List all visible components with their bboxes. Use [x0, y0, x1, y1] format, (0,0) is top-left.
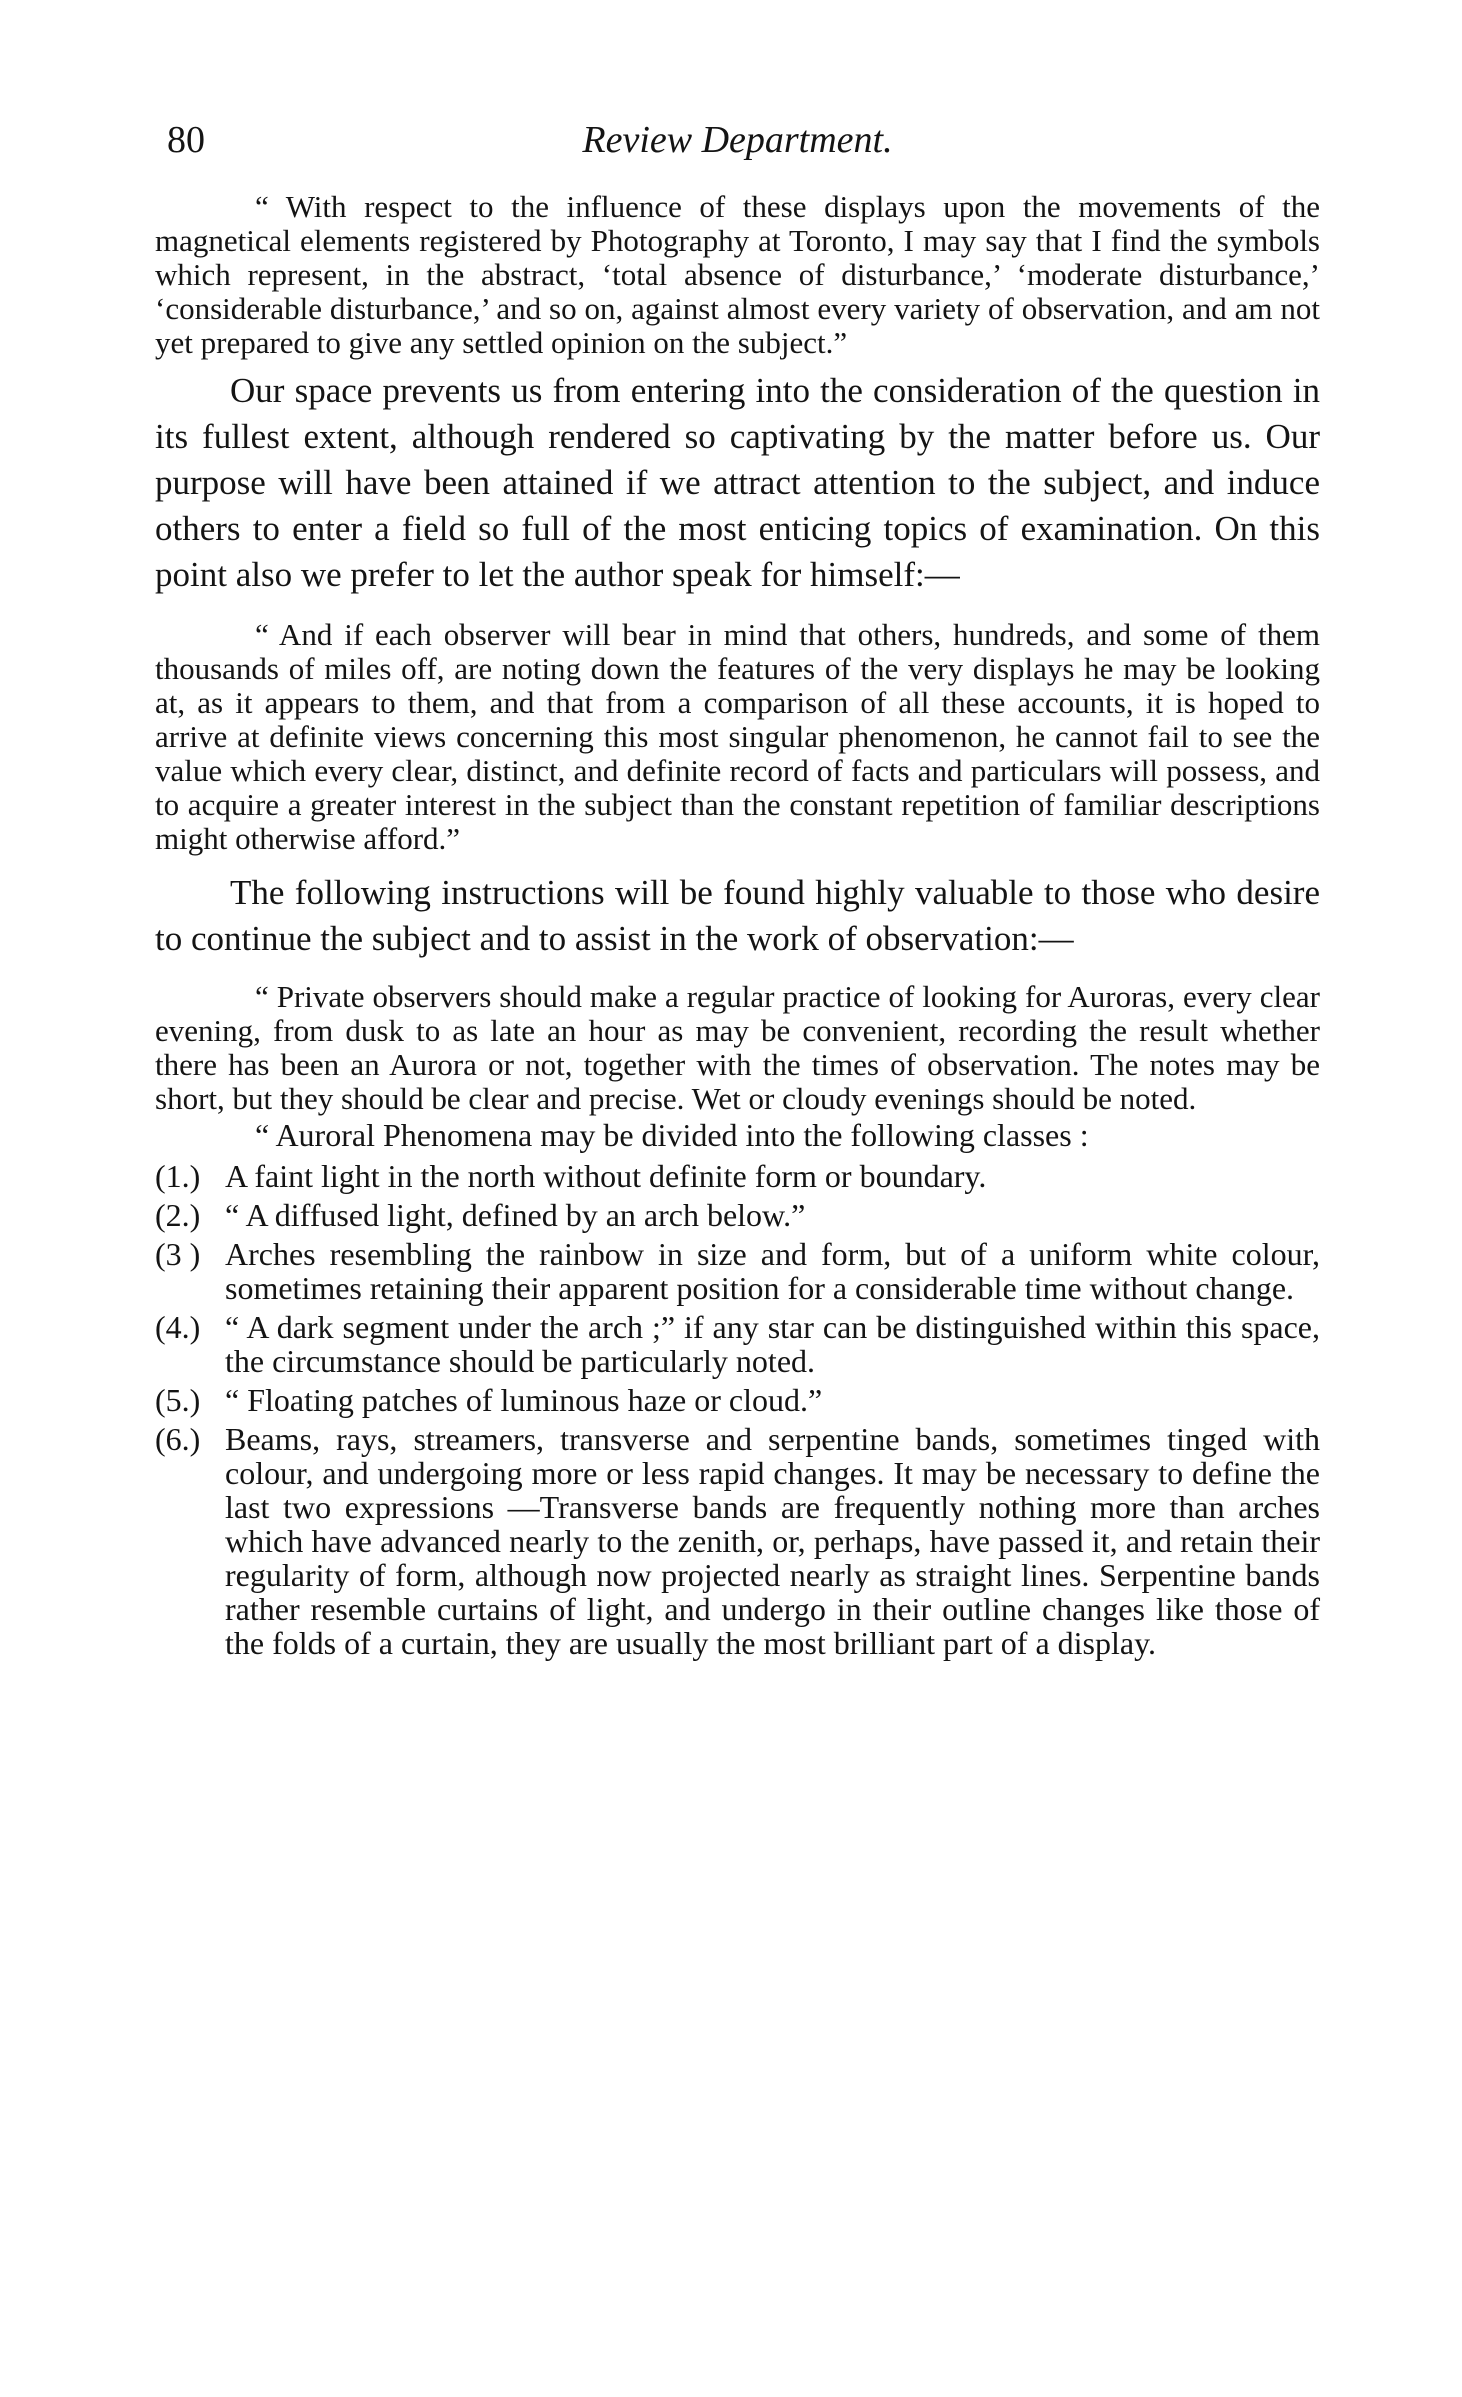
class-item: [155, 1383, 1320, 1417]
class-number: (5.): [155, 1382, 201, 1418]
page-number: 80: [167, 119, 205, 161]
class-text: Beams, rays, streamers, transverse and serpentine bands, sometimes tinged with colour, and undergoing more or less rapid changes. It may be necessary to define the last two expressions —Transverse bands are frequently nothing more than arches which have advanced nearly to the zenith, or, perhaps, have passed it, and retain their regularity of form, although now projected nearly as straight lines. Serpentine bands rather resemble curtains of light, and undergo in their outline changes like those of the folds of a curtain, they are usually the most brilliant part of a display.: [225, 1421, 1320, 1661]
page-header: [155, 118, 1320, 178]
body-paragraph-1: [155, 368, 1320, 598]
quote-text: “ Private observers should make a regular practice of looking for Auroras, every clear evening, from dusk to as late an hour as may be convenient, recording the result whether there has been an Aurora or not, together with the times of observation. The notes may be short, but they should be clear and precise. Wet or cloudy evenings should be noted.: [155, 979, 1320, 1116]
class-number: (6.): [155, 1421, 201, 1457]
body-paragraph-2: [155, 870, 1320, 962]
class-number: (4.): [155, 1309, 201, 1345]
class-item: [155, 1237, 1320, 1305]
class-text: Arches resembling the rainbow in size and form, but of a uniform white colour, sometimes retaining their apparent position for a considerable time without change.: [225, 1236, 1320, 1306]
class-number: (2.): [155, 1197, 201, 1233]
class-text: “ A diffused light, defined by an arch below.”: [225, 1197, 806, 1233]
classes-intro: [155, 1116, 1320, 1154]
class-text: A faint light in the north without definite form or boundary.: [225, 1158, 987, 1194]
quote-paragraph-2: [155, 618, 1320, 856]
quote-paragraph-1: [155, 190, 1320, 360]
body-text: The following instructions will be found highly valuable to those who desire to continue the subject and to assist in the work of observation:—: [155, 873, 1320, 958]
quote-text: “ With respect to the influence of these displays upon the movements of the magnetical elements registered by Photography at Toronto, I may say that I find the symbols which represent, in the abstract, ‘total absence of disturbance,’ ‘moderate disturbance,’ ‘considerable disturbance,’ and so on, against almost every variety of observation, and am not yet prepared to give any settled opinion on the subject.”: [155, 189, 1320, 360]
class-number: (1.): [155, 1158, 201, 1194]
quote-text: “ And if each observer will bear in mind that others, hundreds, and some of them thousands of miles off, are noting down the features of the very displays he may be looking at, as it appears to them, and that from a comparison of all these accounts, it is hoped to arrive at definite views concerning this most singular phenomenon, he cannot fail to see the value which every clear, distinct, and definite record of facts and particulars will possess, and to acquire a greater interest in the subject than the constant repetition of familiar descriptions might otherwise afford.”: [155, 617, 1320, 856]
body-text: Our space prevents us from entering into the consideration of the question in its fullest extent, although rendered so captivating by the matter before us. Our purpose will have been attained if we attract attention to the subject, and induce others to enter a field so full of the most enticing topics of examination. On this point also we prefer to let the author speak for himself:—: [155, 371, 1320, 594]
classes-intro-text: “ Auroral Phenomena may be divided into the following classes :: [255, 1117, 1089, 1153]
class-item: [155, 1422, 1320, 1660]
class-item: [155, 1159, 1320, 1193]
class-item: [155, 1310, 1320, 1378]
page: [155, 118, 1320, 1660]
quote-paragraph-3: [155, 980, 1320, 1116]
running-head: Review Department.: [582, 119, 893, 161]
class-text: “ Floating patches of luminous haze or cloud.”: [225, 1382, 823, 1418]
class-number: (3 ): [155, 1236, 201, 1272]
classes-list: [155, 1159, 1320, 1660]
class-text: “ A dark segment under the arch ;” if any star can be distinguished within this space, the circumstance should be particularly noted.: [225, 1309, 1320, 1379]
class-item: [155, 1198, 1320, 1232]
